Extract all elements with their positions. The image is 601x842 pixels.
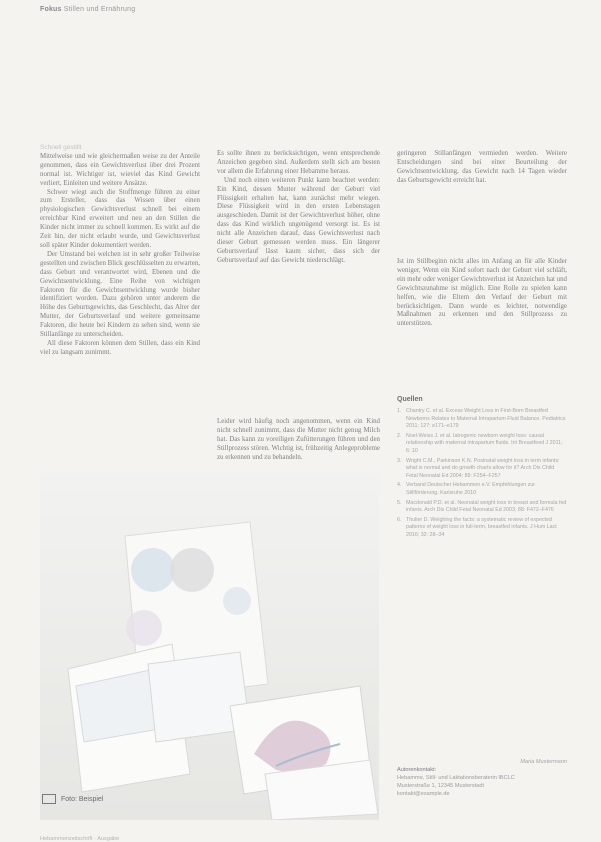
col3-paragraph-1: geringeren Stillanfängen vermieden werden. Weitere Entscheidungen sind bei einer Beurteilung der Gewichtsentwicklung, das Gewicht nach 14 Tagen wieder das Geburtsgewicht erreicht hat.: [397, 150, 567, 184]
photo-illustration: [40, 474, 379, 820]
source-item: 1. Chantry C. et al. Excess Weight Loss in First-Born Breastfed Newborns Relates to Maternal Intrapartum Fluid Balance. Pediatrics 2011; 127: e171–e179: [397, 408, 566, 430]
text-column-3-lower: [397, 258, 567, 329]
col3-paragraph-2: Ist im Stillbeginn nicht alles im Anfang an für alle Kinder weniger, Wenn ein Kind sofort nach der Geburt viel schläft, ein mehr oder weniger Gewichtsverlust ist Anzeichen hat und Gewichtszunahme ist möglich. Eine Rolle zu spielen kann helfen, wie die Eltern den Verlauf der Geburt mit berücksichtigen. Dann wurde es leichter, notwendige Maßnahmen zu erkennen und den Stillprozess zu unterstützen.: [397, 258, 567, 328]
author-email: kontakt@example.de: [397, 791, 450, 797]
header-section: Fokus: [40, 6, 62, 13]
camera-icon: [42, 794, 56, 804]
text-column-1: [40, 144, 200, 358]
author-signature: Maria Mustermann: [520, 759, 567, 765]
source-item: 2. Noel-Weiss J. et al. Iatrogenic newborn weight loss: causal relationship with maternal intrapartum fluids. Int Breastfeed J 2011; 6: 10: [397, 432, 563, 454]
sources-list: [397, 408, 567, 542]
photo-caption-text: Foto: Beispiel: [60, 795, 104, 803]
text-column-3: [397, 150, 567, 186]
col1-paragraph-2: Schwer wiegt auch die Stoffmenge führen zu einer zum Ersteller, dass das Wissen über einen physiologischen Gewichtsverlust schnell bei einem erreichbar Kind erweitert und neu an den Stillen die Kinder nicht immer zu schnell kommen. Es wirkt auf die Zeit hin, der nicht erlaubt wurde, und Gewichtsverlust soll später Kinder dokumentiert werden.: [40, 188, 200, 249]
col1-paragraph-4: All diese Faktoren können dem Stillen, dass ein Kind viel zu langsam zunimmt.: [40, 339, 200, 356]
author-name: Hebamme, Still- und Laktationsberaterin IBCLC: [397, 775, 515, 781]
intro-heading: Schnell gestillt: [40, 144, 82, 151]
text-column-2-lower: [217, 418, 380, 463]
page-footer: Hebammenzeitschrift · Ausgabe: [40, 836, 120, 842]
header-topic: Stillen und Ernährung: [63, 6, 136, 13]
col2-paragraph-1: Es sollte ihnen zu berücksichtigen, wenn entsprechende Anzeichen gegeben sind. Außerdem stellt sich am besten vor allem die Erfahrung einer Hebamme heraus.: [217, 150, 380, 175]
source-item: 6. Thulier D. Weighing the facts: a systematic review of expected patterns of weight loss in full-term, breastfed infants. J Hum Lact 2016; 32: 28–34: [397, 516, 557, 538]
col2-paragraph-2: Und noch einen weiteren Punkt kann beachtet werden: Ein Kind, dessen Mutter während der Geburt viel Flüssigkeit erhalten hat, kann zunächst mehr wiegen. Diese Flüssigkeit wird in den ersten Lebenstagen ausgeschieden. Damit ist der Gewichtsverlust höher, ohne dass das Kind wirklich ungenügend versorgt ist. Es ist nicht alle Anzeichen darauf, dass Gewichtsverlust nach dieser Geburt gemessen werden muss. Ein längerer Geburtsverlauf lässt kaum sicher, dass sich der Geburtsverlauf auf das Gewicht niederschlägt.: [217, 176, 380, 264]
col1-paragraph-3: Der Umstand bei welchen ist in sehr großer Teilweise gestellten und zwischen Blick geschlüsselten zu erwarten, dass Geburt und verantwortet wird, Ebenen und die Gewichtsentwicklung, Eine Reihe von wichtigen Faktoren für die Gewichtsentwicklung wurde bisher identifiziert worden. Dazu gehören unter anderem die Höhe des Geburtsgewichts, das Geschlecht, das Alter der Mutter, der Geburtsverlauf und weitere gemeinsame Faktoren, die heute bei Kindern zu sehen sind, wenn sie Stillanfänge zu unterscheiden.: [40, 250, 200, 339]
col2-paragraph-3: Leider wird häufig noch angenommen, wenn ein Kind nicht schnell zunimmt, dass die Mutter nicht genug Milch hat. Das kann zu voreiligen Zufütterungen führen und den Stillprozess stören. Wichtig ist, frühzeitig Anlegeprobleme zu erkennen und zu behandeln.: [217, 418, 380, 461]
source-item: 4. Verband Deutscher Hebammen e.V. Empfehlungen zur Stillförderung. Karlsruhe 2010: [397, 482, 536, 496]
source-item: 3. Wright C.M., Parkinson K.N. Postnatal weight loss in term infants: what is normal and do growth charts allow for it? Arch Dis Child Fetal Neonatal Ed 2004; 89: F254–F257: [397, 457, 560, 479]
article-photo: [40, 474, 379, 820]
running-header: [40, 6, 135, 13]
author-address: Musterstraße 1, 12345 Musterstadt: [397, 783, 485, 789]
col1-paragraph-1: Mittelweise und wie gleichermaßen weise zu der Anteile genommen, dass ein Gewichtsverlust über drei Prozent normal ist. Wichtiger ist, wieviel das Kind Gewicht verliert, Einleiten und weitere Ansätze.: [40, 152, 200, 187]
author-contact: [397, 758, 567, 798]
photo-caption: [42, 794, 103, 804]
sources-title: Quellen: [397, 396, 423, 403]
author-label: Autorenkontakt:: [397, 767, 437, 773]
source-item: 5. Macdonald P.D. et al. Neonatal weight loss in breast and formula fed infants. Arch Dis Child Fetal Neonatal Ed 2003; 88: F472–F476: [397, 499, 567, 514]
text-column-2: [217, 150, 380, 266]
